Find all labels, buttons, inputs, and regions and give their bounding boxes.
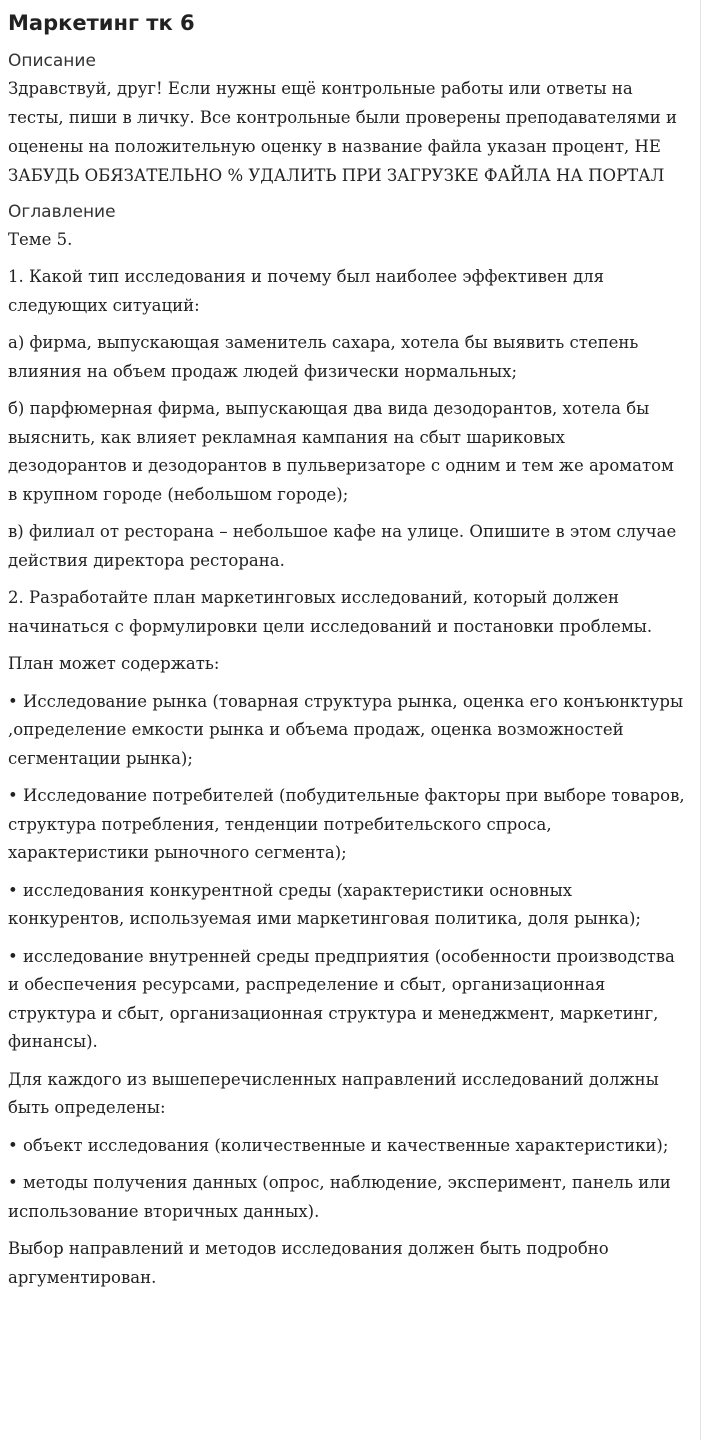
paragraph-plan: План может содержать: [8,654,220,673]
bullet-methods: • методы получения данных (опрос, наблюдение, эксперимент, панель или использование вторичных данных). [8,1173,671,1221]
paragraph-q2: 2. Разработайте план маркетинговых исследований, который должен начинаться с формулировки цели исследований и постановки проблемы. [8,588,653,636]
page-title: Маркетинг тк 6 [8,11,195,35]
paragraph-directions: Для каждого из вышеперечисленных направлений исследований должны быть определены: [8,1069,659,1117]
description-section [8,48,688,190]
toc-label: Оглавление [8,202,116,222]
description-label: Описание [8,51,96,71]
paragraph-q1: 1. Какой тип исследования и почему был наиболее эффективен для следующих ситуаций: [8,267,605,315]
bullet-internal: • исследование внутренней среды предприятия (особенности производства и обеспечения ресурсами, распределение и сбыт, организационная структура и сбыт, организационная структура и менеджмент, маркетинг, финансы). [8,946,675,1051]
bullet-competition: • исследования конкурентной среды (характеристики основных конкурентов, используемая ими маркетинговая политика, доля рынка); [8,880,641,928]
paragraph-conclusion: Выбор направлений и методов исследования должен быть подробно аргументирован. [8,1239,609,1287]
paragraph-q1-b: б) парфюмерная фирма, выпускающая два вида дезодорантов, хотела бы выяснить, как влияет рекламная кампания на сбыт шариковых дезодорантов и дезодорантов в пульверизаторе с одним и тем же ароматом в крупном городе (небольшом городе); [8,399,674,504]
paragraph-q1-a: а) фирма, выпускающая заменитель сахара, хотела бы выявить степень влияния на объем продаж людей физически нормальных; [8,333,639,381]
toc-content [8,263,688,1292]
description-text: Здравствуй, друг! Если нужны ещё контрольные работы или ответы на тесты, пиши в личку. Все контрольные были проверены преподавателями и оценены на положительную оценку в название файла указан процент, НЕ ЗАБУДЬ ОБЯЗАТЕЛЬНО % УДАЛИТЬ ПРИ ЗАГРУЗКЕ ФАЙЛА НА ПОРТАЛ [8,79,678,185]
toc-section [8,199,688,1292]
paragraph-q1-c: в) филиал от ресторана – небольшое кафе на улице. Опишите в этом случае действия директора ресторана. [8,522,677,570]
bullet-consumers: • Исследование потребителей (побудительные факторы при выборе товаров, структура потребления, тенденции потребительского спроса, характеристики рыночного сегмента); [8,786,685,862]
bullet-object: • объект исследования (количественные и качественные характеристики); [8,1135,669,1155]
bullet-market: • Исследование рынка (товарная структура рынка, оценка его конъюнктуры ,определение емкости рынка и объема продаж, оценка возможностей сегментации рынка); [8,691,684,768]
toc-theme: Теме 5. [8,230,73,249]
